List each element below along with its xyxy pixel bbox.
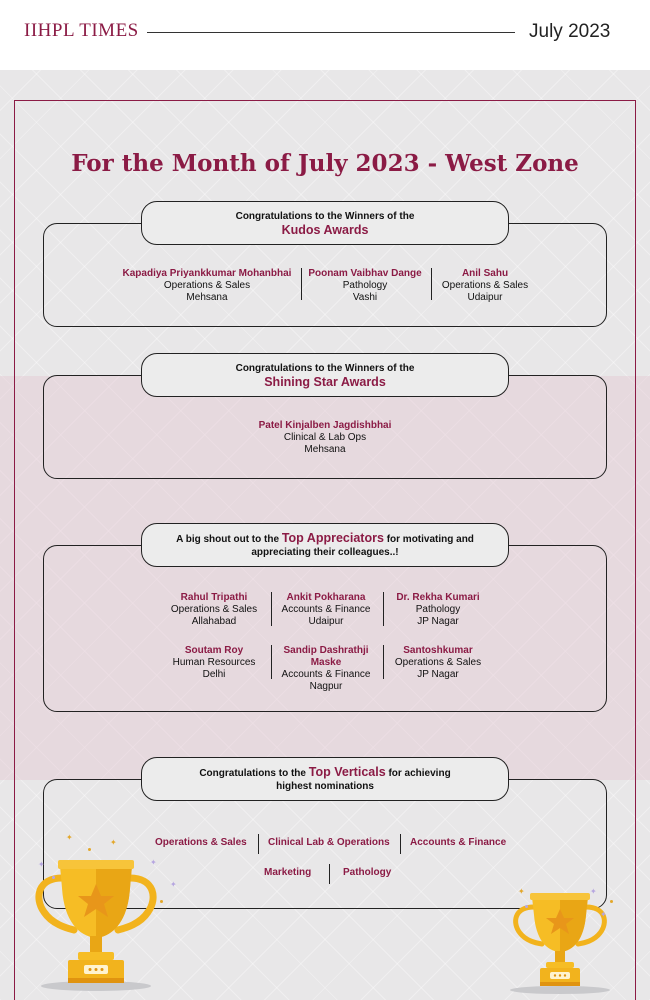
vertical-item: Clinical Lab & Operations — [268, 837, 390, 848]
appreciator — [388, 645, 488, 681]
divider — [258, 834, 259, 854]
appreciators-highlight: Top Appreciators — [281, 531, 384, 545]
kudos-winner — [304, 268, 426, 304]
vertical-item: Accounts & Finance — [410, 837, 507, 848]
winner-dept: Operations & Sales — [441, 280, 529, 291]
appreciator — [275, 592, 377, 628]
winner-dept: Pathology — [342, 280, 388, 291]
appreciators-heading — [141, 523, 509, 567]
divider — [301, 268, 302, 300]
divider — [383, 645, 384, 679]
appreciator-name: Rahul Tripathi — [180, 592, 248, 603]
appreciator-location: Allahabad — [191, 616, 237, 627]
page-title: For the Month of July 2023 - West Zone — [71, 150, 579, 177]
issue-date: July 2023 — [529, 21, 611, 42]
confetti-dot — [88, 848, 91, 851]
divider — [271, 592, 272, 626]
trophy-icon — [30, 826, 160, 996]
divider — [400, 834, 401, 854]
appreciator-location: Udaipur — [308, 616, 344, 627]
sparkle-icon: ✦ — [518, 887, 525, 896]
winner-location: Mehsana — [186, 292, 228, 303]
appreciator-name: Soutam Roy — [184, 645, 244, 656]
appreciator — [275, 645, 377, 693]
winner-dept: Operations & Sales — [163, 280, 251, 291]
kudos-intro: Congratulations to the Winners of the — [235, 211, 415, 222]
appreciator-dept: Operations & Sales — [170, 604, 258, 615]
sparkle-icon: ✦ — [600, 910, 607, 919]
appreciator — [163, 645, 265, 681]
sparkle-icon: ✦ — [590, 887, 597, 896]
kudos-winner — [116, 268, 298, 304]
divider — [431, 268, 432, 300]
vertical-item: Operations & Sales — [155, 837, 247, 848]
appreciator-name: Maske — [310, 657, 342, 668]
appreciator-location: Delhi — [202, 669, 226, 680]
winner-location: Vashi — [352, 292, 378, 303]
appreciator-name: Dr. Rekha Kumari — [396, 592, 480, 603]
appreciator-dept: Pathology — [415, 604, 461, 615]
appreciator-dept: Accounts & Finance — [281, 669, 371, 680]
vertical-item: Marketing — [264, 867, 312, 878]
appreciators-intro-line2: appreciating their colleagues..! — [251, 547, 399, 558]
verticals-intro-line2: highest nominations — [276, 781, 374, 792]
appreciator-location: JP Nagar — [417, 616, 459, 627]
appreciator-dept: Human Resources — [172, 657, 256, 668]
header-rule — [147, 32, 515, 33]
winner-name: Anil Sahu — [461, 268, 509, 279]
appreciator-location: Nagpur — [309, 681, 343, 692]
appreciator-name: Sandip Dashrathji — [283, 645, 369, 656]
winner-location: Mehsana — [304, 444, 346, 455]
verticals-intro-post: for achieving — [388, 768, 451, 779]
shining-intro: Congratulations to the Winners of the — [235, 363, 415, 374]
divider — [383, 592, 384, 626]
winner-dept: Clinical & Lab Ops — [283, 432, 367, 443]
appreciator-dept: Operations & Sales — [394, 657, 482, 668]
confetti-dot — [610, 900, 613, 903]
appreciators-intro-pre: A big shout out to the — [176, 534, 280, 545]
winner-location: Udaipur — [467, 292, 503, 303]
verticals-heading — [141, 757, 509, 801]
trophy-icon — [508, 885, 618, 997]
header — [0, 0, 650, 70]
shining-winner — [225, 420, 425, 456]
brand-title: IIHPL TIMES — [24, 20, 139, 41]
verticals-highlight: Top Verticals — [308, 765, 386, 779]
appreciator — [163, 592, 265, 628]
divider — [271, 645, 272, 679]
appreciator-location: JP Nagar — [417, 669, 459, 680]
winner-name: Kapadiya Priyankkumar Mohanbhai — [122, 268, 292, 279]
winner-name: Poonam Vaibhav Dange — [308, 268, 422, 279]
sparkle-icon: ✦ — [110, 838, 117, 847]
appreciator — [388, 592, 488, 628]
shining-award-name: Shining Star Awards — [264, 375, 386, 389]
sparkle-icon: ✦ — [66, 833, 73, 842]
appreciators-intro-post: for motivating and — [386, 534, 474, 545]
kudos-heading — [141, 201, 509, 245]
verticals-intro-pre: Congratulations to the — [199, 768, 306, 779]
kudos-award-name: Kudos Awards — [281, 223, 369, 237]
sparkle-icon: ✦ — [150, 858, 157, 867]
appreciator-dept: Accounts & Finance — [281, 604, 371, 615]
appreciator-name: Ankit Pokharana — [286, 592, 366, 603]
divider — [329, 864, 330, 884]
kudos-winner — [434, 268, 536, 304]
confetti-dot — [160, 900, 163, 903]
sparkle-icon: ✦ — [38, 860, 45, 869]
winner-name: Patel Kinjalben Jagdishbhai — [258, 420, 392, 431]
vertical-item: Pathology — [343, 867, 392, 878]
confetti-dot — [52, 876, 55, 879]
appreciator-name: Santoshkumar — [403, 645, 473, 656]
shining-star-heading — [141, 353, 509, 397]
confetti-dot — [525, 905, 528, 908]
sparkle-icon: ✦ — [170, 880, 177, 889]
